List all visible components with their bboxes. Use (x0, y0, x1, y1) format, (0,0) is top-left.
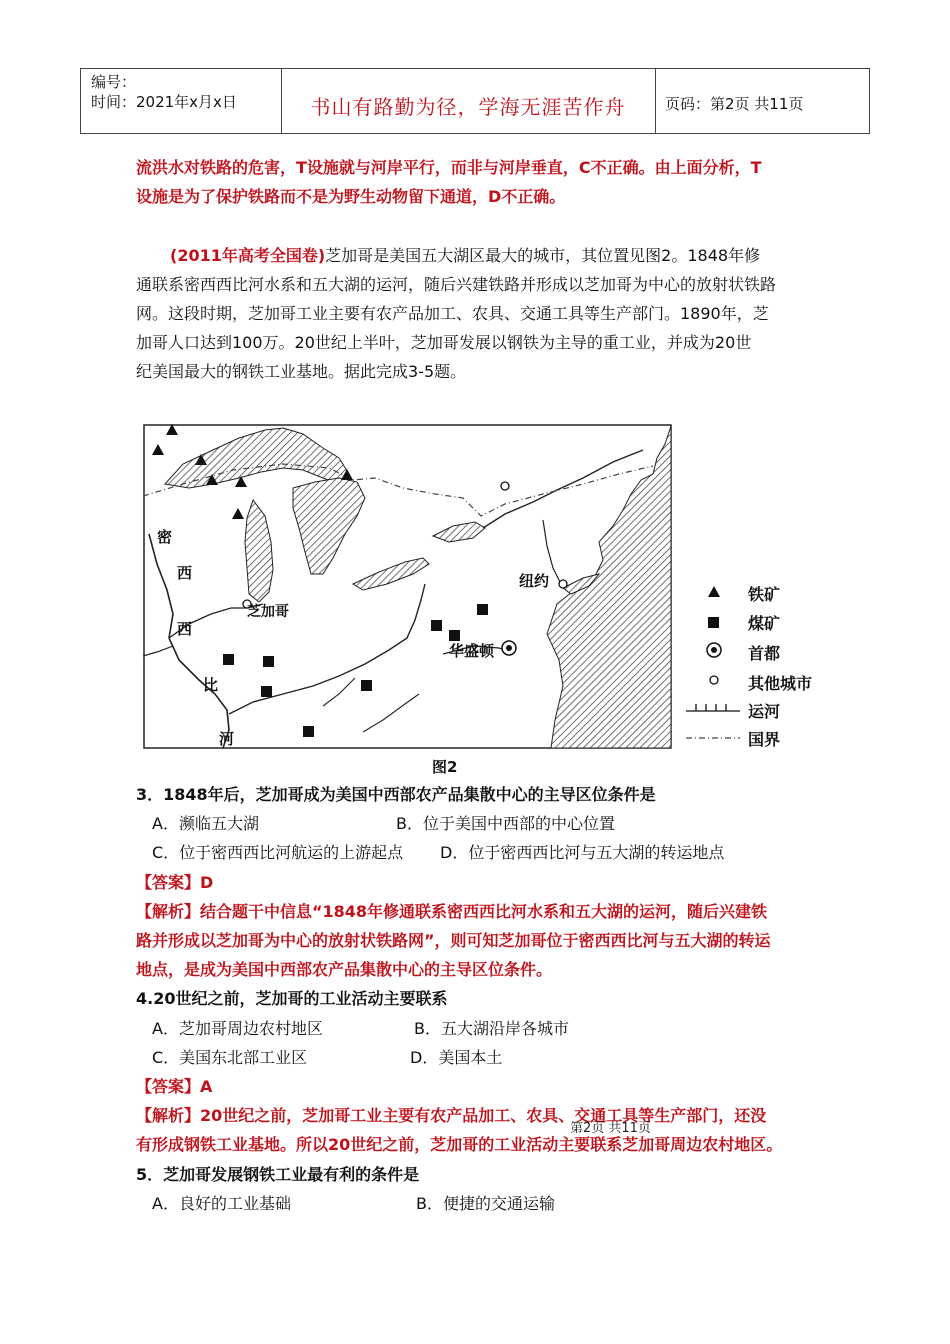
header-motto-cell (281, 69, 656, 133)
other-city-icon (501, 482, 509, 490)
coal-icon (303, 726, 314, 737)
header-info-cell (81, 69, 282, 133)
legend-coal-icon (708, 617, 719, 628)
page-header (80, 68, 870, 134)
header-page-cell (655, 69, 869, 133)
coal-icon (431, 620, 442, 631)
coal-icon (223, 654, 234, 665)
newyork-city-icon (559, 580, 567, 588)
legend-city-label: 其他城市 (748, 674, 813, 693)
q3-option-d: D．位于密西西比河与五大湖的转运地点 (440, 843, 725, 862)
legend-canal-label: 运河 (748, 702, 781, 721)
legend-coal-label: 煤矿 (748, 614, 781, 633)
coal-icon (361, 680, 372, 691)
legend-canal-icon (686, 704, 740, 711)
river-label-1: 密 (157, 528, 173, 546)
passage-source: (2011年高考全国卷) (170, 246, 326, 265)
q4-analysis-2: 有形成钢铁工业基地。所以20世纪之前，芝加哥的工业活动主要联系芝加哥周边农村地区。 (136, 1135, 783, 1154)
time-label: 时间：2021年x月x日 (91, 93, 237, 111)
q3-analysis-1: 【解析】结合题干中信息“1848年修通联系密西西比河水系和五大湖的运河，随后兴建铁 (136, 902, 768, 921)
river-label-4: 比 (203, 676, 219, 694)
q4-option-a: A．芝加哥周边农村地区 (152, 1019, 323, 1038)
q4-analysis-1: 【解析】20世纪之前，芝加哥工业主要有农产品加工、农具、交通工具等生产部门，还没 (136, 1106, 767, 1125)
q5-stem: 5．芝加哥发展钢铁工业最有利的条件是 (136, 1165, 420, 1184)
q3-stem: 3．1848年后，芝加哥成为美国中西部农产品集散中心的主导区位条件是 (136, 785, 656, 804)
coal-icon (449, 630, 460, 641)
passage-line-1 (170, 246, 760, 266)
q3-analysis-2: 路并形成以芝加哥为中心的放射状铁路网”，则可知芝加哥位于密西西比河与五大湖的转运 (136, 931, 771, 950)
passage-line-5: 纪美国最大的钢铁工业基地。据此完成3-5题。 (136, 362, 467, 381)
river-label-2: 西 (177, 564, 193, 582)
figure-caption: 图2 (432, 758, 458, 776)
number-label: 编号： (91, 73, 137, 91)
river-label-3: 西 (177, 620, 193, 638)
chicago-label: 芝加哥 (247, 604, 289, 620)
legend-capital-label: 首都 (748, 644, 781, 663)
newyork-label: 纽约 (519, 572, 550, 590)
q3-analysis-3: 地点，是成为美国中西部农产品集散中心的主导区位条件。 (136, 960, 553, 979)
prev-analysis-line-1: 流洪水对铁路的危害，T设施就与河岸平行，而非与河岸垂直，C不正确。由上面分析，T (136, 158, 762, 177)
passage-text-1: 芝加哥是美国五大湖区最大的城市，其位置见图2。1848年修 (325, 246, 761, 265)
q5-option-b: B．便捷的交通运输 (416, 1194, 555, 1213)
motto: 书山有路勤为径，学海无涯苦作舟 (310, 95, 626, 119)
q5-option-a: A．良好的工业基础 (152, 1194, 291, 1213)
passage-line-2: 通联系密西西比河水系和五大湖的运河，随后兴建铁路并形成以芝加哥为中心的放射状铁路 (136, 275, 777, 294)
river-label-5: 河 (219, 730, 235, 748)
q4-option-b: B．五大湖沿岸各城市 (414, 1019, 569, 1038)
q4-stem: 4.20世纪之前，芝加哥的工业活动主要联系 (136, 989, 448, 1008)
legend-city-icon (710, 676, 718, 684)
q3-option-c: C．位于密西西比河航运的上游起点 (152, 843, 404, 862)
coal-icon (261, 686, 272, 697)
coal-icon (477, 604, 488, 615)
page-label: 页码：第2页 共11页 (665, 95, 804, 113)
prev-analysis-line-2: 设施是为了保护铁路而不是为野生动物留下通道，D不正确。 (136, 187, 566, 206)
q3-option-b: B．位于美国中西部的中心位置 (396, 814, 615, 833)
page-footer: 第2页 共11页 (570, 1121, 651, 1136)
legend-iron-label: 铁矿 (748, 585, 781, 604)
legend-iron-icon (708, 586, 720, 597)
q4-answer: 【答案】A (136, 1077, 213, 1096)
q3-option-a: A．濒临五大湖 (152, 814, 259, 833)
q3-answer: 【答案】D (136, 873, 214, 892)
coal-icon (263, 656, 274, 667)
washington-label: 华盛顿 (449, 642, 495, 660)
passage-line-3: 网。这段时期，芝加哥工业主要有农产品加工、农具、交通工具等生产部门。1890年，芝 (136, 304, 769, 323)
legend-symbols (684, 580, 754, 750)
q4-option-d: D．美国本土 (410, 1048, 503, 1067)
legend-border-label: 国界 (748, 730, 781, 749)
great-lakes-map (143, 424, 673, 750)
passage-line-4: 加哥人口达到100万。20世纪上半叶，芝加哥发展以钢铁为主导的重工业，并成为20世 (136, 333, 752, 352)
q4-option-c: C．美国东北部工业区 (152, 1048, 308, 1067)
